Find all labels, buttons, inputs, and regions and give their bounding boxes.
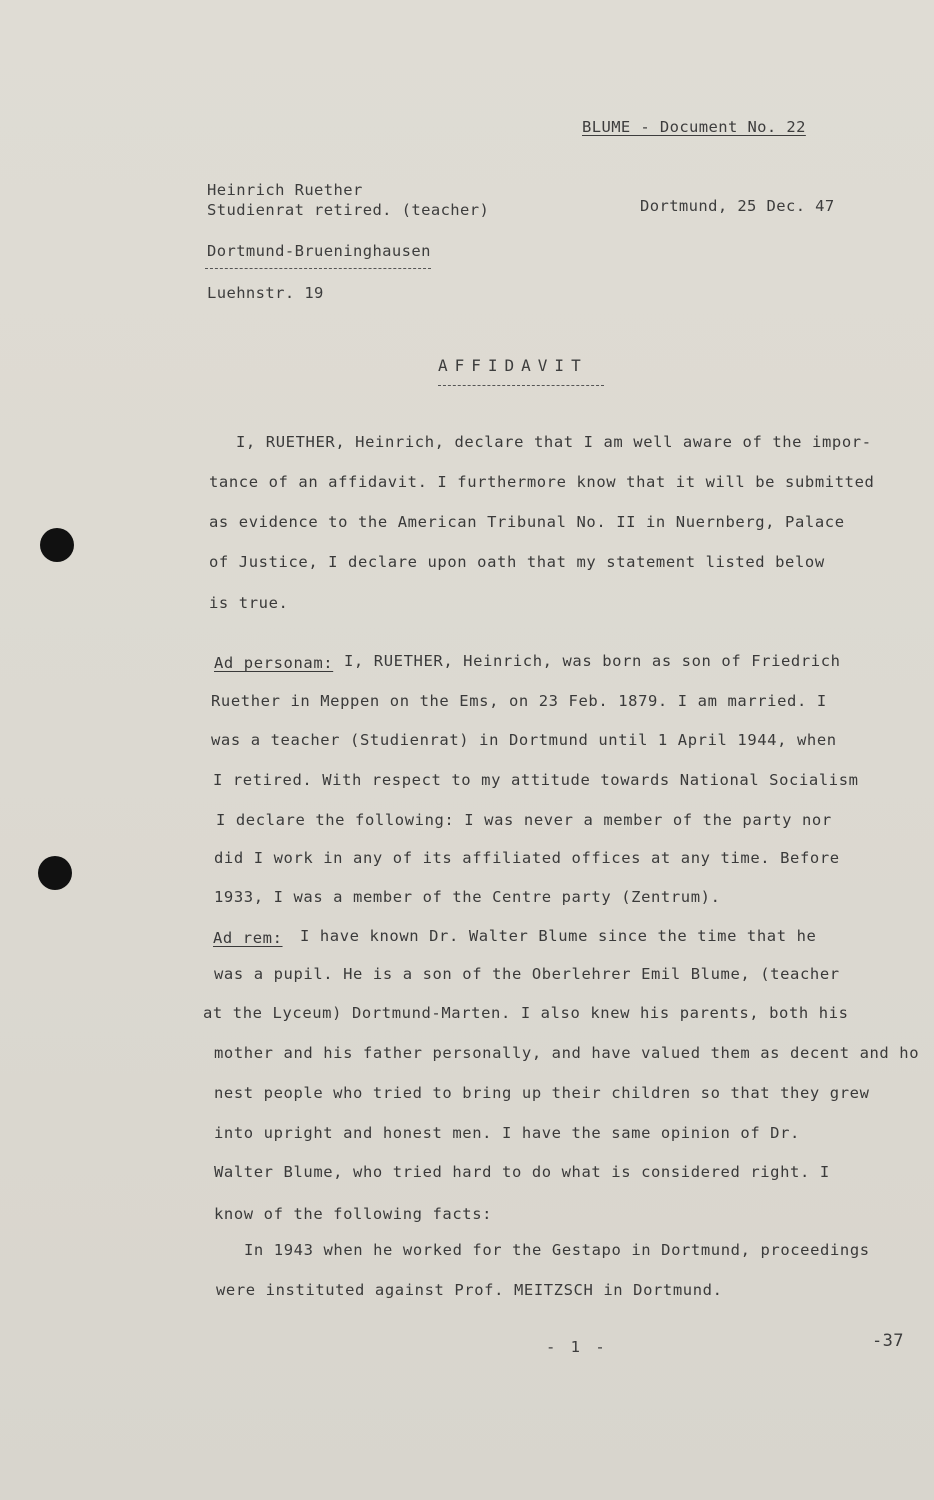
text-line: Ruether in Meppen on the Ems, on 23 Feb. 1879. I am married. I bbox=[211, 692, 827, 710]
section-label: Ad rem: bbox=[213, 929, 283, 947]
place-date: Dortmund, 25 Dec. 47 bbox=[640, 197, 835, 215]
text-line: 1933, I was a member of the Centre party (Zentrum). bbox=[214, 888, 721, 906]
text-line: as evidence to the American Tribunal No. II in Nuernberg, Palace bbox=[209, 513, 845, 531]
text-line: I, RUETHER, Heinrich, declare that I am well aware of the impor- bbox=[236, 433, 872, 451]
document-title: AFFIDAVIT bbox=[438, 356, 588, 375]
text-line: I declare the following: I was never a member of the party nor bbox=[216, 811, 832, 829]
text-line: I retired. With respect to my attitude towards National Socialism bbox=[213, 771, 859, 789]
divider bbox=[205, 268, 431, 269]
text-line: did I work in any of its affiliated offices at any time. Before bbox=[214, 849, 840, 867]
punch-hole bbox=[40, 528, 74, 562]
text-line: I have known Dr. Walter Blume since the time that he bbox=[300, 927, 817, 945]
text-line: Walter Blume, who tried hard to do what is considered right. I bbox=[214, 1163, 830, 1181]
text-line: was a pupil. He is a son of the Oberlehrer Emil Blume, (teacher bbox=[214, 965, 840, 983]
text-line: I, RUETHER, Heinrich, was born as son of Friedrich bbox=[344, 652, 841, 670]
margin-number: -37 bbox=[872, 1331, 904, 1351]
text-line: at the Lyceum) Dortmund-Marten. I also knew his parents, both his bbox=[203, 1004, 849, 1022]
text-line: of Justice, I declare upon oath that my statement listed below bbox=[209, 553, 825, 571]
document-reference: BLUME - Document No. 22 bbox=[582, 118, 806, 136]
title-underline bbox=[438, 385, 604, 386]
text-line: mother and his father personally, and have valued them as decent and ho bbox=[214, 1044, 920, 1062]
sender-city: Dortmund-Brueninghausen bbox=[207, 242, 431, 260]
sender-title: Studienrat retired. (teacher) bbox=[207, 201, 490, 219]
page-number: - 1 - bbox=[546, 1338, 608, 1356]
sender-name: Heinrich Ruether bbox=[207, 181, 363, 199]
sender-street: Luehnstr. 19 bbox=[207, 284, 324, 302]
text-line: was a teacher (Studienrat) in Dortmund until 1 April 1944, when bbox=[211, 731, 837, 749]
punch-hole bbox=[38, 856, 72, 890]
text-line: nest people who tried to bring up their children so that they grew bbox=[214, 1084, 870, 1102]
text-line: know of the following facts: bbox=[214, 1205, 493, 1223]
text-line: In 1943 when he worked for the Gestapo in Dortmund, proceedings bbox=[244, 1241, 870, 1259]
text-line: were instituted against Prof. MEITZSCH in Dortmund. bbox=[216, 1281, 723, 1299]
text-line: into upright and honest men. I have the same opinion of Dr. bbox=[214, 1124, 800, 1142]
section-label: Ad personam: bbox=[214, 654, 334, 672]
text-line: tance of an affidavit. I furthermore know that it will be submitted bbox=[209, 473, 875, 491]
text-line: is true. bbox=[209, 594, 289, 612]
